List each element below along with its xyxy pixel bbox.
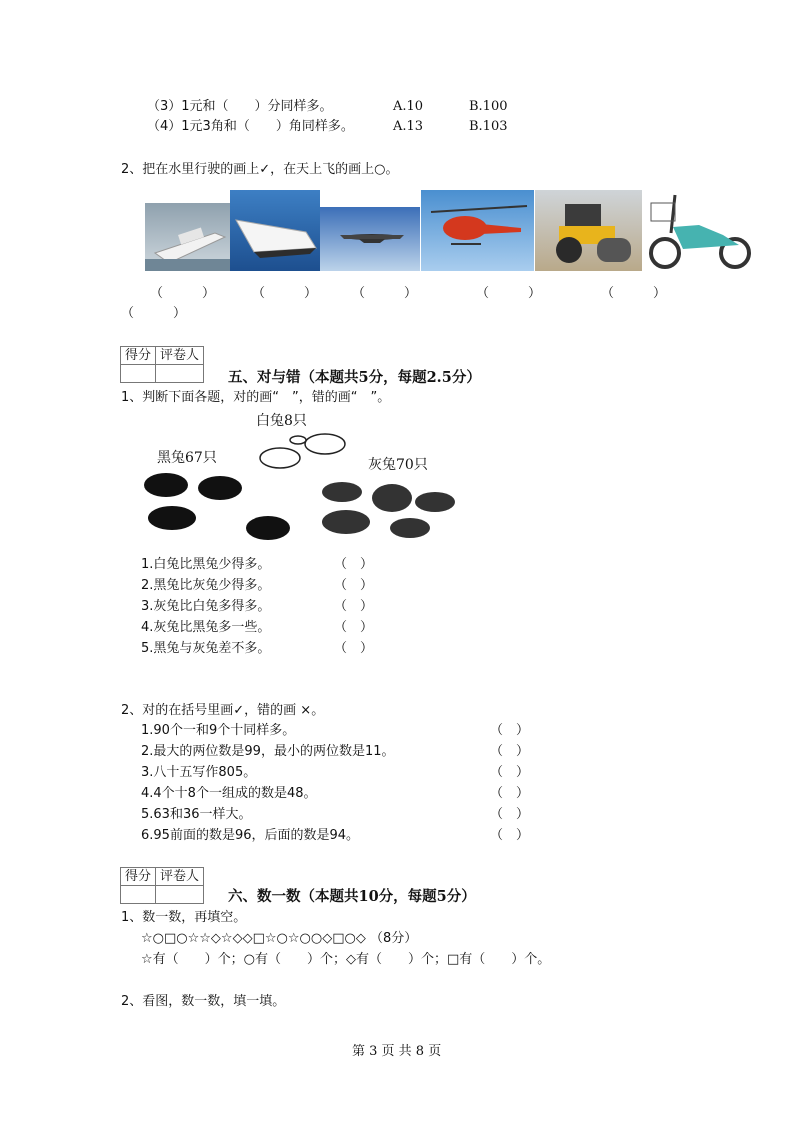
section6-q1-prompt: 1、数一数，再填空。 [121, 910, 247, 925]
black-rabbit-label: 黑兔67只 [157, 450, 217, 466]
q-prev-item4-option-b: B.103 [469, 119, 508, 134]
cargo-ship-image [230, 190, 320, 271]
score-cell[interactable] [121, 365, 156, 383]
gray-rabbit-label: 灰兔70只 [368, 457, 428, 473]
section5-score-table [120, 346, 204, 383]
shapes-fill-line[interactable]: ☆有（ ）个；○有（ ）个；◇有（ ）个；□有（ ）个。 [141, 952, 551, 967]
helicopter-icon [421, 190, 534, 271]
section5-q1-prompt: 1、判断下面各题，对的画“ ”，错的画“ ”。 [121, 390, 391, 405]
page-footer: 第 3 页 共 8 页 [352, 1044, 442, 1059]
s5q1-item-1: 1.白兔比黑兔少得多。 [141, 557, 271, 572]
q-prev-item4: （4）1元3角和（ ）角同样多。 [147, 119, 354, 134]
section6-score-table [120, 867, 204, 904]
rabbits-icon [140, 410, 465, 552]
shapes-line: ☆○□○☆☆◇☆◇◇□☆○☆○○◇□○◇ （8分） [141, 931, 418, 946]
cruise-ship-icon [145, 203, 231, 271]
vehicle-bracket-4[interactable]: （ ） [476, 286, 542, 301]
s5q2-item-2: 2.最大的两位数是99，最小的两位数是11。 [141, 744, 395, 759]
q-prev-item3-option-b: B.100 [469, 99, 508, 114]
reviewer-label: 评卷人 [156, 868, 204, 886]
airplane-image [320, 207, 420, 271]
cargo-ship-icon [230, 190, 320, 271]
airplane-icon [320, 207, 420, 271]
s5q2-item-6: 6.95前面的数是96，后面的数是94。 [141, 828, 360, 843]
s5q2-bracket-3[interactable]: （ ） [490, 765, 530, 780]
reviewer-label: 评卷人 [156, 347, 204, 365]
cruise-ship-image [145, 203, 231, 271]
section5-title: 五、对与错（本题共5分，每题2.5分） [228, 369, 481, 386]
score-cell[interactable] [121, 886, 156, 904]
section5-q2-prompt: 2、对的在括号里画✓，错的画 ×。 [121, 703, 325, 718]
s5q2-item-4: 4.4个十8个一组成的数是48。 [141, 786, 317, 801]
helicopter-image [421, 190, 534, 271]
s5q2-bracket-5[interactable]: （ ） [490, 807, 530, 822]
electric-scooter-image [643, 185, 756, 271]
s5q2-item-1: 1.90个一和9个十同样多。 [141, 723, 296, 738]
q-prev-item3-option-a: A.10 [393, 99, 424, 114]
vehicle-bracket-5[interactable]: （ ） [601, 286, 667, 301]
road-roller-image [535, 190, 642, 271]
s5q1-item-5: 5.黑兔与灰兔差不多。 [141, 641, 271, 656]
q-prev-item3: （3）1元和（ ）分同样多。 [147, 99, 333, 114]
s5q1-bracket-4[interactable]: （ ） [334, 620, 374, 635]
s5q1-bracket-5[interactable]: （ ） [334, 641, 374, 656]
white-rabbit-label: 白兔8只 [256, 413, 307, 429]
score-label: 得分 [121, 347, 156, 365]
s5q1-item-3: 3.灰兔比白兔多得多。 [141, 599, 271, 614]
road-roller-icon [535, 190, 642, 271]
rabbits-image [140, 410, 465, 552]
q2-vehicles-prompt: 2、把在水里行驶的画上✓，在天上飞的画上○。 [121, 162, 399, 177]
s5q1-item-4: 4.灰兔比黑兔多一些。 [141, 620, 271, 635]
s5q2-bracket-2[interactable]: （ ） [490, 744, 530, 759]
vehicle-bracket-6[interactable]: （ ） [121, 306, 187, 321]
section6-title: 六、数一数（本题共10分，每题5分） [228, 888, 476, 905]
s5q1-bracket-3[interactable]: （ ） [334, 599, 374, 614]
s5q1-bracket-2[interactable]: （ ） [334, 578, 374, 593]
reviewer-cell[interactable] [156, 886, 204, 904]
s5q2-bracket-6[interactable]: （ ） [490, 828, 530, 843]
reviewer-cell[interactable] [156, 365, 204, 383]
score-label: 得分 [121, 868, 156, 886]
electric-scooter-icon [643, 185, 756, 271]
vehicle-bracket-2[interactable]: （ ） [252, 286, 318, 301]
s5q1-item-2: 2.黑兔比灰兔少得多。 [141, 578, 271, 593]
vehicle-bracket-1[interactable]: （ ） [150, 286, 216, 301]
section6-q2-prompt: 2、看图，数一数，填一填。 [121, 994, 286, 1009]
s5q1-bracket-1[interactable]: （ ） [334, 557, 374, 572]
vehicle-bracket-3[interactable]: （ ） [352, 286, 418, 301]
s5q2-bracket-1[interactable]: （ ） [490, 723, 530, 738]
s5q2-bracket-4[interactable]: （ ） [490, 786, 530, 801]
q-prev-item4-option-a: A.13 [393, 119, 424, 134]
s5q2-item-5: 5.63和36一样大。 [141, 807, 252, 822]
s5q2-item-3: 3.八十五写作805。 [141, 765, 257, 780]
